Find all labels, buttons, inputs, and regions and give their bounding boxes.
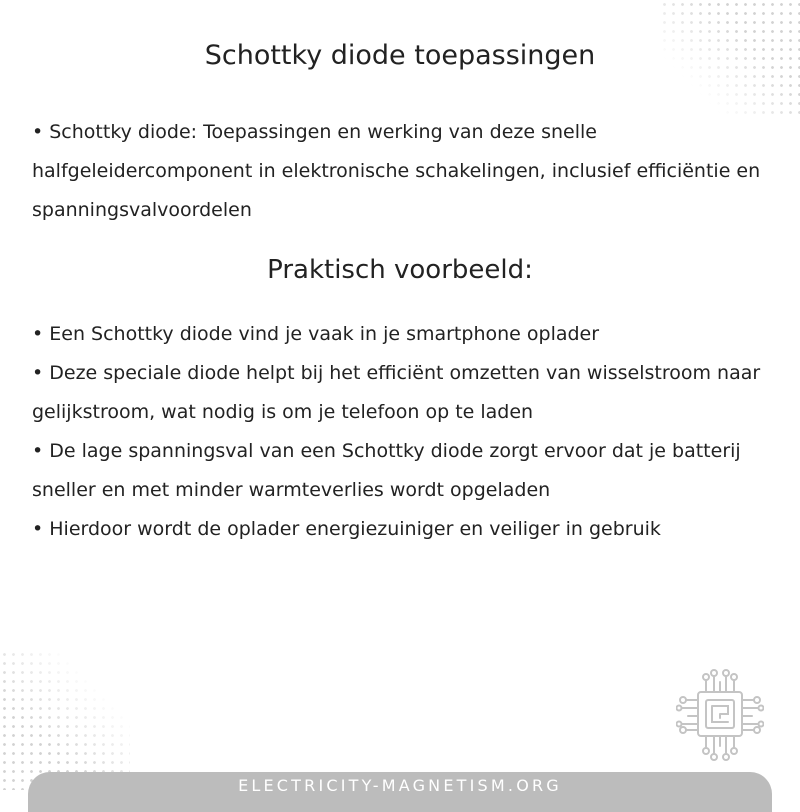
section-title: Praktisch voorbeeld: xyxy=(267,255,533,285)
bullet-item: • Deze speciale diode helpt bij het efficiënt omzetten van wisselstroom naar gelijkstroom, wat nodig is om je telefoon op te laden xyxy=(32,362,761,423)
footer-site-name: ELECTRICITY-MAGNETISM.ORG xyxy=(238,776,562,795)
bullet-item: • Hierdoor wordt de oplader energiezuiniger en veiliger in gebruik xyxy=(32,518,661,540)
page-title: Schottky diode toepassingen xyxy=(204,40,596,71)
intro-section xyxy=(32,113,772,230)
chip-icon xyxy=(676,668,764,764)
bullet-item: • Een Schottky diode vind je vaak in je smartphone oplader xyxy=(32,323,600,345)
bullet-item: • De lage spanningsval van een Schottky diode zorgt ervoor dat je batterij sneller en met minder warmteverlies wordt opgeladen xyxy=(32,440,741,501)
intro-paragraph: • Schottky diode: Toepassingen en werking van deze snelle halfgeleidercomponent in elektronische schakelingen, inclusief efficiëntie en spanningsvalvoordelen xyxy=(32,121,761,221)
dot-pattern-bottom-left xyxy=(0,650,130,790)
bullet-list xyxy=(32,315,777,549)
